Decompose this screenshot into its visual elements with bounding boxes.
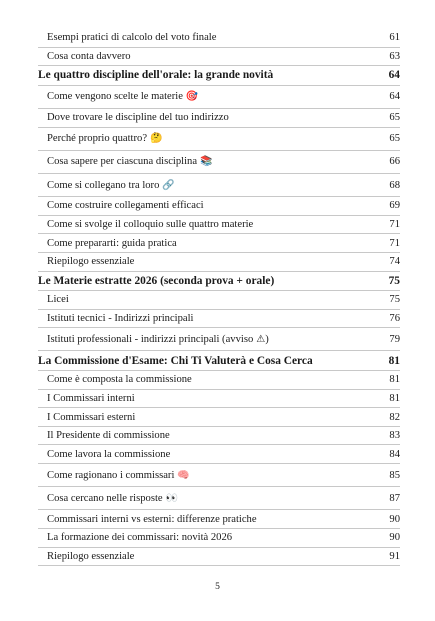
toc-entry-label: Le Materie estratte 2026 (seconda prova + orale)	[38, 274, 275, 287]
toc-entry-title	[47, 156, 212, 167]
toc-entry-page: 63	[389, 50, 400, 62]
toc-entry-title	[47, 449, 170, 460]
toc-entry-label: Dove trovare le discipline del tuo indirizzo	[47, 112, 229, 124]
toc-entry-label: Come si svolge il colloquio sulle quattro materie	[47, 219, 254, 231]
toc-entry-title	[47, 393, 135, 404]
toc-entry-title	[47, 238, 177, 249]
toc-entry-label: Commissari interni vs esterni: differenze pratiche	[47, 513, 257, 525]
toc-entry-label: Come prepararti: guida pratica	[47, 237, 177, 249]
toc-entry-page: 84	[389, 448, 400, 460]
toc-entry[interactable]	[38, 390, 400, 409]
toc-section-entry[interactable]	[38, 272, 400, 292]
toc-entry-page: 64	[389, 91, 400, 103]
toc-entry[interactable]	[38, 464, 400, 487]
toc-entry-label: Istituti professionali - indirizzi principali (avviso	[47, 333, 254, 345]
toc-entry-title	[47, 313, 194, 324]
toc-entry-title	[47, 51, 131, 62]
toc-entry-page: 61	[389, 32, 400, 44]
toc-entry-label: Cosa conta davvero	[47, 50, 131, 62]
toc-entry-label: Come lavora la commissione	[47, 448, 171, 460]
toc-entry-label: La formazione dei commissari: novità 2026	[47, 532, 233, 544]
toc-entry-label: Riepilogo essenziale	[47, 550, 135, 562]
toc-entry-page: 85	[389, 469, 400, 481]
toc-entry-label: Come vengono scelte le materie	[47, 91, 183, 103]
toc-entry-title	[47, 219, 253, 230]
toc-entry[interactable]	[38, 328, 400, 351]
page-number: 5	[215, 582, 220, 592]
toc-entry-title	[47, 514, 257, 525]
toc-entry[interactable]	[38, 128, 400, 151]
toc-entry-title	[47, 200, 204, 211]
toc-entry-title	[47, 532, 232, 543]
toc-entry[interactable]	[38, 48, 400, 67]
toc-entry-label: Come costruire collegamenti efficaci	[47, 200, 204, 212]
toc-entry-page: 81	[388, 354, 400, 367]
toc-entry[interactable]	[38, 151, 400, 174]
toc-entry[interactable]	[38, 487, 400, 510]
toc-entry-label: Cosa cercano nelle risposte	[47, 492, 163, 504]
toc-entry[interactable]	[38, 371, 400, 390]
emoji-icon: 🧠	[177, 469, 190, 481]
toc-entry-label: Istituti tecnici - Indirizzi principali	[47, 312, 194, 324]
emoji-icon: 📚	[200, 156, 213, 168]
toc-entry-title	[47, 112, 229, 123]
toc-entry-label: Come è composta la commissione	[47, 374, 192, 386]
toc-entry-title	[47, 430, 170, 441]
toc-entry-label: La Commissione d'Esame: Chi Ti Valuterà e Cosa Cerca	[38, 354, 313, 367]
toc-entry-title	[47, 180, 175, 191]
toc-entry-page: 76	[389, 312, 400, 324]
toc-entry-title	[47, 334, 269, 345]
toc-entry[interactable]	[38, 427, 400, 446]
toc-entry[interactable]	[38, 529, 400, 548]
toc-entry-page: 81	[389, 392, 400, 404]
toc-entry-label: Cosa sapere per ciascuna disciplina	[47, 156, 198, 168]
emoji-icon: 🤔	[150, 133, 163, 145]
toc-section-entry[interactable]	[38, 66, 400, 86]
toc-entry-title	[47, 256, 134, 267]
toc-entry-page: 90	[389, 532, 400, 544]
toc-entry-page: 91	[389, 550, 400, 562]
toc-entry[interactable]	[38, 109, 400, 128]
toc-entry-page: 87	[389, 492, 400, 504]
toc-entry[interactable]	[38, 253, 400, 272]
toc-entry-title	[47, 32, 216, 43]
toc-entry-page: 65	[389, 112, 400, 124]
toc-entry-title	[47, 133, 162, 144]
toc-entry-page: 69	[389, 200, 400, 212]
toc-entry-page: 75	[389, 294, 400, 306]
toc-entry-label: Come ragionano i commissari	[47, 469, 175, 481]
toc-entry-title	[47, 412, 135, 423]
toc-entry-label: I Commissari esterni	[47, 411, 136, 423]
toc-entry-title	[38, 355, 313, 367]
toc-section-entry[interactable]	[38, 351, 400, 371]
toc-entry-label: Esempi pratici di calcolo del voto finale	[47, 32, 217, 44]
toc-entry-page: 74	[389, 256, 400, 268]
toc-entry-title	[38, 275, 274, 287]
emoji-icon: ⚠	[256, 333, 266, 345]
toc-entry[interactable]	[38, 310, 400, 329]
toc-entry-page: 90	[389, 513, 400, 525]
toc-entry-title	[47, 374, 192, 385]
toc-entry[interactable]	[38, 234, 400, 253]
toc-entry-page: 71	[389, 237, 400, 249]
toc-entry-title	[47, 493, 178, 504]
toc-entry-title	[47, 470, 190, 481]
toc-entry[interactable]	[38, 291, 400, 310]
toc-entry[interactable]	[38, 548, 400, 567]
toc-entry-page: 75	[388, 274, 400, 287]
toc-entry-label: I Commissari interni	[47, 392, 135, 404]
toc-entry-label: Come si collegano tra loro	[47, 179, 160, 191]
toc-entry-title	[47, 551, 134, 562]
toc-entry[interactable]	[38, 408, 400, 427]
toc-entry-suffix: )	[265, 333, 269, 345]
table-of-contents	[38, 29, 400, 566]
toc-entry[interactable]	[38, 445, 400, 464]
toc-entry-page: 83	[389, 430, 400, 442]
toc-entry-page: 79	[389, 333, 400, 345]
toc-entry-title	[38, 69, 273, 81]
toc-entry-label: Il Presidente di commissione	[47, 430, 170, 442]
toc-entry-page: 68	[389, 179, 400, 191]
toc-entry[interactable]	[38, 510, 400, 529]
emoji-icon: 🔗	[162, 179, 175, 191]
toc-entry-label: Riepilogo essenziale	[47, 256, 135, 268]
toc-entry-page: 65	[389, 133, 400, 145]
toc-entry-page: 82	[389, 411, 400, 423]
toc-entry[interactable]	[38, 29, 400, 48]
toc-entry-page: 64	[388, 69, 400, 82]
toc-entry[interactable]	[38, 174, 400, 197]
toc-entry-title	[47, 294, 69, 305]
toc-entry-page: 81	[389, 374, 400, 386]
toc-entry-label: Le quattro discipline dell'orale: la grande novità	[38, 69, 274, 82]
toc-entry-page: 71	[389, 219, 400, 231]
toc-entry-label: Perché proprio quattro?	[47, 133, 148, 145]
toc-entry[interactable]	[38, 86, 400, 109]
toc-entry-label: Licei	[47, 294, 69, 306]
toc-entry[interactable]	[38, 216, 400, 235]
toc-entry-page: 66	[389, 156, 400, 168]
emoji-icon: 🎯	[185, 91, 199, 103]
emoji-icon: 👀	[165, 492, 179, 504]
toc-entry-title	[47, 91, 198, 102]
toc-entry[interactable]	[38, 197, 400, 216]
